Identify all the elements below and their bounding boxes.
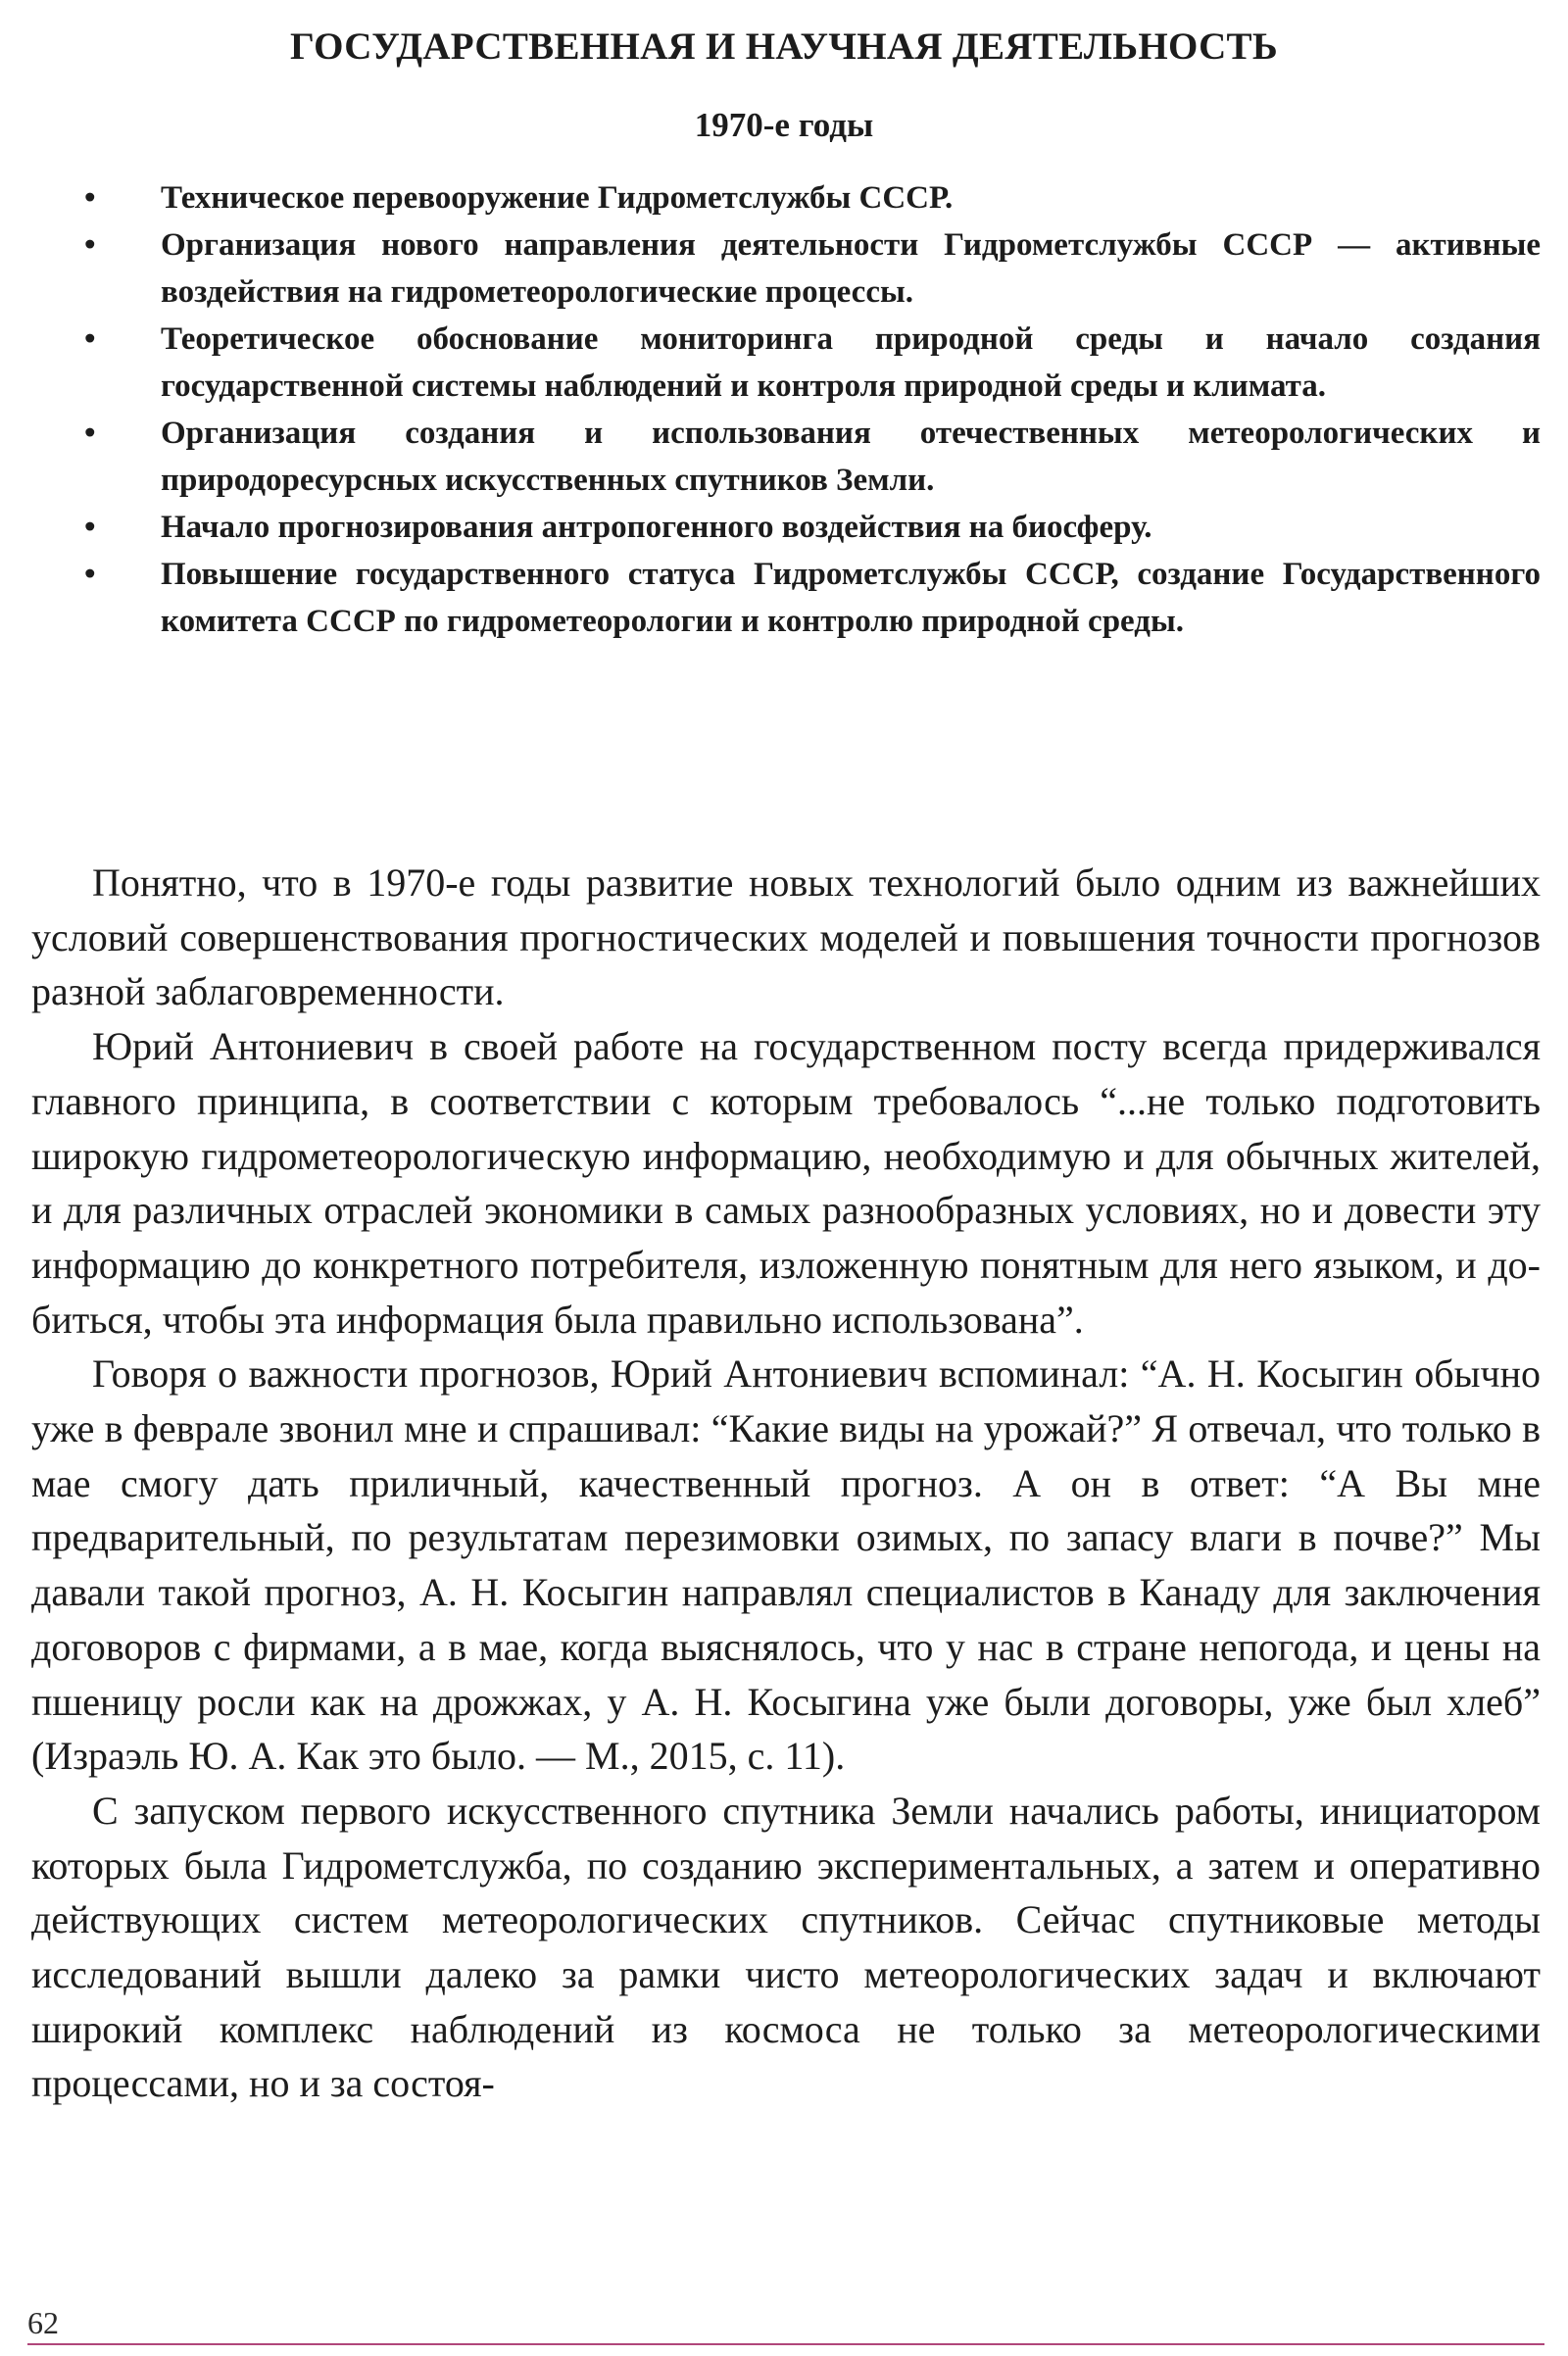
bullet-icon: • (84, 557, 96, 592)
paragraph: Понятно, что в 1970-е годы развитие новых технологий было одним из важнейших условий совершенствования прогностических моделей и повышения точности прогнозов разной заблаговременности. (31, 860, 1541, 1014)
list-item (84, 174, 1541, 221)
paragraph: С запуском первого искусственного спутника Земли начались работы, инициатором которых была Гидрометслужба, по созданию экспериментальных, а затем и оперативно действующих систем метеорологических спутников. Сейчас спутниковые методы исследований вышли далеко за рамки чисто метеорологических задач и включают широкий комплекс наблюдений из космоса не только за метеорологическими процессами, но и за состоя- (31, 1788, 1541, 2106)
body-text (31, 856, 1541, 2111)
list-item-text: Повышение государственного статуса Гидрометслужбы СССР, создание Государственного комитета СССР по гидрометеорологии и контролю природной среды. (161, 557, 1541, 639)
list-item-text: Техническое перевооружение Гидрометслужбы СССР. (161, 180, 954, 216)
footer-divider (27, 2343, 1544, 2345)
bullet-icon: • (84, 416, 96, 451)
list-item-text: Начало прогнозирования антропогенного воздействия на биосферу. (161, 510, 1152, 545)
subsection-title: 1970-е годы (694, 106, 874, 144)
page-number: 62 (27, 2305, 59, 2340)
list-item (84, 221, 1541, 316)
achievements-list (84, 174, 1541, 645)
paragraph: Юрий Антониевич в своей работе на государственном посту всегда придерживался главного принципа, в соответствии с которым требовалось “...не только подготовить широкую гидрометеорологическую информацию, необходимую и для обычных жителей, и для различных отраслей экономики в самых разнообразных условиях, но и довести эту информацию до конкретного потребителя, изложенную понятным для него языком, и добиться, чтобы эта информация была правильно использована”. (31, 1024, 1541, 1342)
bullet-icon: • (84, 510, 96, 545)
list-item-text: Теоретическое обоснование мониторинга природной среды и начало создания государственной системы наблюдений и контроля природной среды и климата. (161, 321, 1541, 404)
list-item (84, 504, 1541, 551)
bullet-icon: • (84, 321, 96, 357)
bullet-icon: • (84, 227, 96, 263)
list-item-text: Организация нового направления деятельности Гидрометслужбы СССР — активные воздействия на гидрометеорологические процессы. (161, 227, 1541, 310)
section-title: ГОСУДАРСТВЕННАЯ И НАУЧНАЯ ДЕЯТЕЛЬНОСТЬ (290, 25, 1278, 68)
bullet-icon: • (84, 180, 96, 216)
list-item (84, 410, 1541, 504)
paragraph: Говоря о важности прогнозов, Юрий Антониевич вспоминал: “А. Н. Косыгин обычно уже в феврале звонил мне и спрашивал: “Какие виды на урожай?” Я отвечал, что только в мае смогу дать приличный, качественный прогноз. А он в ответ: “А Вы мне предварительный, по результатам перезимовки озимых, по запасу влаги в почве?” Мы давали такой прогноз, А. Н. Косыгин направлял специалистов в Канаду для заключения договоров с фирмами, а в мае, когда выяснялось, что у нас в стране непогода, и цены на пшеницу росли как на дрожжах, у А. Н. Косыгина уже были договоры, уже был хлеб” (Израэль Ю. А. Как это было. — М., 2015, с. 11). (31, 1351, 1541, 1779)
list-item (84, 551, 1541, 645)
list-item-text: Организация создания и использования отечественных метеорологических и природоресурсных искусственных спутников Земли. (161, 416, 1541, 498)
list-item (84, 316, 1541, 410)
